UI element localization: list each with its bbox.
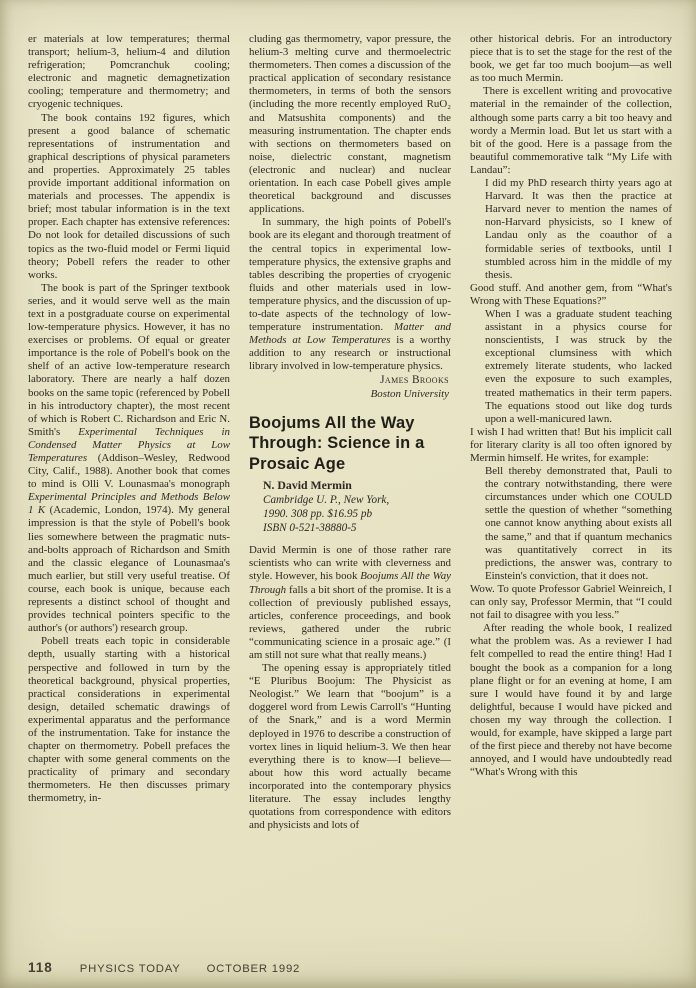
text-run: er materials at low temperatures; thermal transport; helium-3, helium-4 and dilution refrigeration; Pomcranchuk cooling; electronic and magnetic demagnetization cooling; temperature and thermometry; and cryogenic techniques. [28, 33, 230, 111]
book-title-italic: Experimental Techniques in Condensed Matter Physics at Low Temperatures [28, 425, 230, 464]
paragraph [470, 583, 672, 622]
text-run: Good stuff. And another gem, from “What's Wrong with These Equations?” [470, 281, 672, 307]
blockquote [485, 465, 672, 583]
text-run: Bell thereby demonstrated that, Pauli to the contrary notwithstanding, there were circumstances under which one COULD settle the question of whether “something one cannot know anything about exists all the same,” and that if quantum mechanics was quantitatively correct in its predictions, the answer was, contrary to Einstein's conviction, that it does not. [485, 465, 672, 582]
column-1 [28, 33, 230, 947]
paragraph [470, 85, 672, 177]
book-title-italic: Boojums All the Way Through [249, 570, 451, 596]
reviewer-affiliation: Boston University [370, 387, 449, 400]
text-run: (Addison–Wesley, Redwood City, Calif., 1988). Another book that comes to mind is Olli V. Lounasmaa's monograph [28, 452, 230, 491]
column-2 [249, 33, 451, 947]
text-run: After reading the whole book, I realized what the problem was. As a reviewer I had felt compelled to read the entire thing! Had I bought the book as a companion for a long plane flight or for an evening at home, I am sure I would have found it by and large delightful, because I would have picked and chosen my way through the collection. I would, for example, have skipped a large part of the first piece and thereby not have become annoyed, and I would have undoubtedly read “What's Wrong with this [470, 622, 672, 779]
issue-date: OCTOBER 1992 [206, 963, 301, 975]
paragraph [249, 33, 451, 216]
paragraph [249, 216, 451, 373]
book-price-line: 1990. 308 pp. $16.95 pb [263, 508, 373, 521]
text-run: In summary, the high points of Pobell's book are its elegant and thorough treatment of the central topics in experimental low-temperature physics, the extensive graphs and tables describing the properties of cryogenic fluids and other materials used in low-temperature physics, and the discussion of up-to-date aspects of the technology of low-temperature instrumentation. [249, 216, 451, 334]
text-run: The book is part of the Springer textbook series, and it would serve well as the main text in a postgraduate course on experimental low-temperature physics. However, it has no exercises or problems. Of equal or greater importance is the role of Pobell's book on the shelf of an active low-temperature research laboratory. There are nearly a half dozen books on the same topic (referenced by Pobell in his introductory chapter), the most recent of which is Robert C. Richardson and Eric N. Smith's [28, 281, 230, 438]
text-run: Pobell treats each topic in considerable depth, usually starting with a historical perspective and followed in turn by the theoretical background, physical properties, practical considerations in experimental design, detailed schematic drawings of experimental apparatus and the performance of the instrumentation. Take for instance the chapter on thermometry. Pobell prefaces the chapter with some general comments on the practicality of primary and secondary thermometers. He then discusses primary thermometry, in- [28, 635, 230, 805]
column-3 [470, 33, 672, 947]
text-run: other historical debris. For an introductory piece that is to set the stage for the rest of the book, we get far too much boojum—as well as too much Mermin. [470, 33, 672, 85]
text-run: I wish I had written that! But his implicit call for literary clarity is all too often ignored by Mermin himself. He writes, for example: [470, 425, 672, 464]
paragraph [470, 282, 672, 308]
magazine-name: PHYSICS TODAY [79, 963, 181, 975]
text-run: I did my PhD research thirty years ago at Harvard. It was then the practice at Harvard never to mention the names of non-Harvard physicists, so I knew of Landau only as the coauthor of a formidable series of textbooks, until I stumbled across him in the middle of my thesis. [485, 177, 672, 281]
text-run: (Academic, London, 1974). My general impression is that the style of Pobell's book lies somewhere between the pragmatic nuts-and-bolts approach of Richardson and Smith and the classic elegance of Lounasmaa's much earlier, but still very useful treatise. Of course, each book is unique, because each represents a distinct school of thought and provides technical pointers specific to the author's (or authors') research group. [28, 504, 230, 635]
text-run: The book contains 192 figures, which present a good balance of schematic representations of instrumentation and graphical descriptions of physical parameters and properties. Approximately 25 tables provide important additional information on materials and processes. The appendix is brief; most tabular information is in the text proper. Each chapter has extensive references: Do not look for detailed discussions of such topics as the two-fluid model or Fermi liquid theory; Pobell refers the reader to other works. [28, 111, 230, 281]
review-signature [249, 374, 449, 400]
text-run: cluding gas thermometry, vapor pressure, the helium-3 melting curve and thermoelectric thermometers. Then comes a discussion of the practical application of secondary resistance thermometers, in terms of both the sensors (including the more recently employed RuO₂ and Matsushita components) and the measuring instrumentation. The chapter ends with sections on thermometers based on noise, dielectric constant, magnetism (electronic and nuclear) and nuclear orientation. In each case Pobell gives ample theoretical background and discusses applications. [249, 33, 451, 216]
text-run: There is excellent writing and provocative material in the remainder of the collection, although some parts carry a bit too heavy and wordy a Mermin load. But let us start with a bit of the good. Here is a passage from the beautiful commemorative talk “My Life with Landau”: [470, 85, 672, 176]
book-author: N. David Mermin [263, 478, 352, 493]
paragraph [28, 33, 230, 112]
book-isbn: ISBN 0-521-38880-5 [263, 522, 357, 535]
paragraph [470, 426, 672, 465]
book-review-header [249, 413, 451, 536]
text-run: falls a bit short of the promise. It is a collection of previously published essays, articles, conference proceedings, and book reviews, gathered under the rubric “communicating science in a prosaic age.” (I am still not sure what that really means.) [249, 583, 451, 661]
blockquote [485, 308, 672, 426]
paragraph [28, 282, 230, 636]
text-run: is a worthy addition to any research or instructional library involved in low-temperature physics. [249, 334, 451, 373]
page-number: 118 [28, 960, 53, 975]
text-run: The opening essay is appropriately titled “E Pluribus Boojum: The Physicist as Neologist.” We learn that “boojum” is a doggerel word from Lewis Carroll's “Hunting of the Snark,” and is a word Mermin deployed in 1976 to describe a construction of vortex lines in liquid helium-3. We then hear everything there is to know—I believe—about how this word actually became incorporated into the contemporary physics literature. The essay includes lengthy quotations from correspondence with editors and physicists and lots of [249, 662, 451, 832]
text-run: Wow. To quote Professor Gabriel Weinreich, I can only say, Professor Mermin, that “I could not fail to disagree with you less.” [470, 582, 672, 622]
paragraph [249, 662, 451, 832]
text-run: When I was a graduate student teaching assistant in a physics course for nonscientists, I was struck by the exceptional clumsiness with which extremely literate students, who lacked even the exposure to such examples, treated mathematics in their term papers. The equations stood out like dog turds upon a well-manicured lawn. [485, 307, 672, 425]
paragraph [470, 622, 672, 779]
book-title-italic: Matter and Methods at Low Temperatures [249, 321, 451, 347]
paragraph [470, 33, 672, 85]
book-title-italic: Experimental Principles and Methods Below 1 K [28, 491, 230, 517]
paragraph [249, 544, 451, 662]
book-publisher-line: Cambridge U. P., New York, [263, 494, 390, 507]
paragraph [28, 112, 230, 282]
blockquote [485, 177, 672, 282]
reviewer-name: James Brooks [380, 374, 449, 387]
page-footer [28, 960, 300, 975]
book-title-heading: Boojums All the Way Through: Science in a Prosaic Age [249, 413, 425, 473]
paragraph [28, 635, 230, 805]
text-run: David Mermin is one of those rather rare scientists who can write with cleverness and style. However, his book [249, 544, 451, 583]
